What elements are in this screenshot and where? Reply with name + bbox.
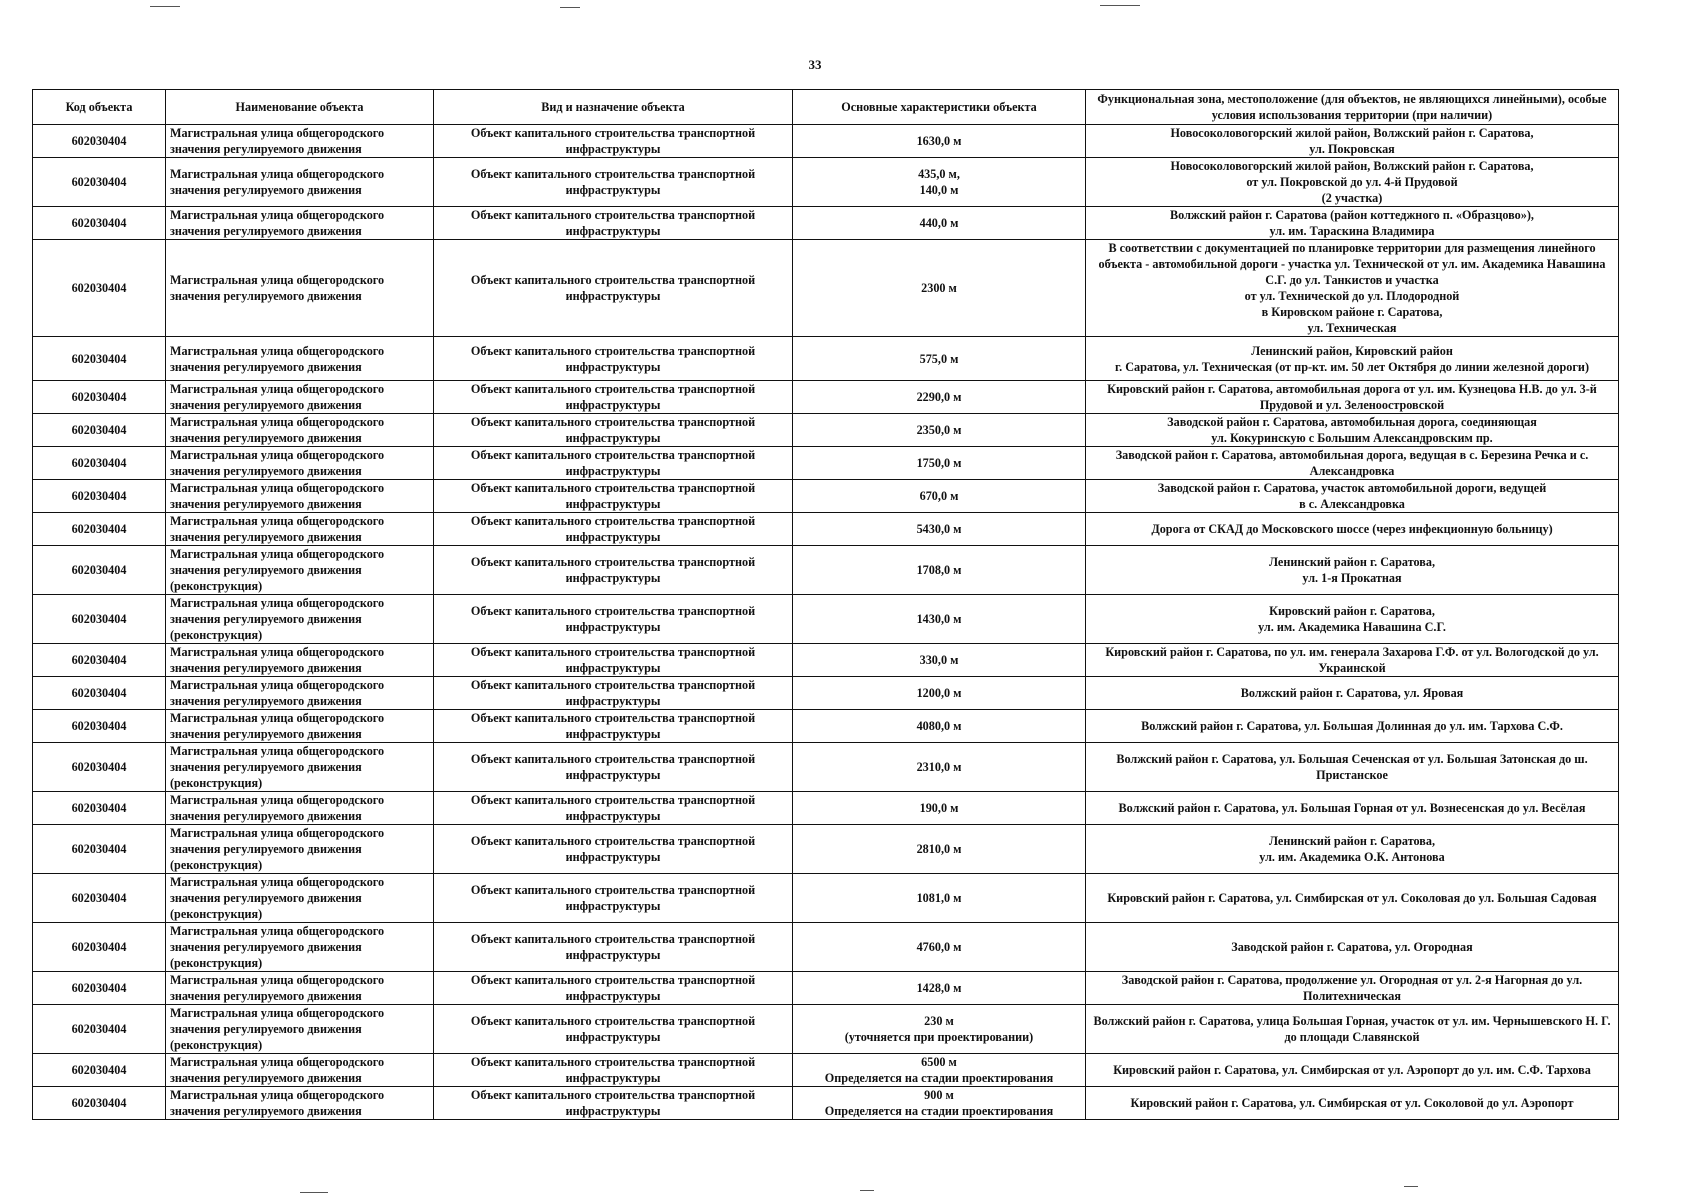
cell-name: Магистральная улица общегородского значения регулируемого движения xyxy=(166,125,434,158)
cell-code: 602030404 xyxy=(33,158,166,207)
table-row xyxy=(33,240,1619,337)
cell-name: Магистральная улица общегородского значения регулируемого движения xyxy=(166,677,434,710)
table-row xyxy=(33,1005,1619,1054)
table-row xyxy=(33,1087,1619,1120)
cell-kind: Объект капитального строительства транспортной инфраструктуры xyxy=(434,207,793,240)
cell-code: 602030404 xyxy=(33,414,166,447)
cell-code: 602030404 xyxy=(33,240,166,337)
cell-characteristics: 1708,0 м xyxy=(793,546,1086,595)
cell-zone: Дорога от СКАД до Московского шоссе (через инфекционную больницу) xyxy=(1086,513,1619,546)
scan-artifact-bottom xyxy=(1404,1186,1418,1187)
column-header-kind: Вид и назначение объекта xyxy=(434,90,793,125)
column-header-name: Наименование объекта xyxy=(166,90,434,125)
cell-name: Магистральная улица общегородского значения регулируемого движения xyxy=(166,158,434,207)
cell-zone: Волжский район г. Саратова, ул. Яровая xyxy=(1086,677,1619,710)
table-row xyxy=(33,207,1619,240)
cell-characteristics: 1750,0 м xyxy=(793,447,1086,480)
cell-code: 602030404 xyxy=(33,337,166,381)
cell-zone: Кировский район г. Саратова, ул. Симбирская от ул. Аэропорт до ул. им. С.Ф. Тархова xyxy=(1086,1054,1619,1087)
scan-artifact-top xyxy=(560,7,580,8)
cell-kind: Объект капитального строительства транспортной инфраструктуры xyxy=(434,1054,793,1087)
cell-name: Магистральная улица общегородского значения регулируемого движения xyxy=(166,792,434,825)
cell-characteristics: 440,0 м xyxy=(793,207,1086,240)
cell-zone: В соответствии с документацией по планировке территории для размещения линейного объекта - автомобильной дороги - участка ул. Технической от ул. им. Академика Навашина С.Г. до ул. Танкистов и участка от ул. Технической до ул. Плодородной в Кировском районе г. Саратова, ул. Техническая xyxy=(1086,240,1619,337)
cell-name: Магистральная улица общегородского значения регулируемого движения xyxy=(166,513,434,546)
cell-zone: Заводской район г. Саратова, автомобильная дорога, соединяющая ул. Кокуринскую с Большим Александровским пр. xyxy=(1086,414,1619,447)
cell-code: 602030404 xyxy=(33,1005,166,1054)
page-number: 33 xyxy=(808,57,822,72)
cell-kind: Объект капитального строительства транспортной инфраструктуры xyxy=(434,743,793,792)
cell-characteristics: 2310,0 м xyxy=(793,743,1086,792)
cell-code: 602030404 xyxy=(33,546,166,595)
table-row xyxy=(33,677,1619,710)
cell-name: Магистральная улица общегородского значения регулируемого движения xyxy=(166,414,434,447)
cell-kind: Объект капитального строительства транспортной инфраструктуры xyxy=(434,158,793,207)
cell-name: Магистральная улица общегородского значения регулируемого движения (реконструкция) xyxy=(166,743,434,792)
cell-code: 602030404 xyxy=(33,595,166,644)
cell-zone: Кировский район г. Саратова, ул. Симбирская от ул. Соколовой до ул. Аэропорт xyxy=(1086,1087,1619,1120)
table-row xyxy=(33,644,1619,677)
cell-kind: Объект капитального строительства транспортной инфраструктуры xyxy=(434,447,793,480)
cell-code: 602030404 xyxy=(33,677,166,710)
cell-name: Магистральная улица общегородского значения регулируемого движения xyxy=(166,447,434,480)
table-row xyxy=(33,874,1619,923)
cell-name: Магистральная улица общегородского значения регулируемого движения xyxy=(166,710,434,743)
cell-zone: Волжский район г. Саратова, ул. Большая Горная от ул. Вознесенская до ул. Весёлая xyxy=(1086,792,1619,825)
cell-kind: Объект капитального строительства транспортной инфраструктуры xyxy=(434,1087,793,1120)
cell-code: 602030404 xyxy=(33,1054,166,1087)
cell-characteristics: 2350,0 м xyxy=(793,414,1086,447)
cell-code: 602030404 xyxy=(33,874,166,923)
cell-code: 602030404 xyxy=(33,825,166,874)
cell-code: 602030404 xyxy=(33,125,166,158)
table-row xyxy=(33,414,1619,447)
cell-kind: Объект капитального строительства транспортной инфраструктуры xyxy=(434,595,793,644)
scan-artifact-top xyxy=(150,6,180,7)
cell-code: 602030404 xyxy=(33,207,166,240)
cell-characteristics: 670,0 м xyxy=(793,480,1086,513)
table-row xyxy=(33,125,1619,158)
cell-zone: Ленинский район г. Саратова, ул. им. Академика О.К. Антонова xyxy=(1086,825,1619,874)
cell-kind: Объект капитального строительства транспортной инфраструктуры xyxy=(434,546,793,595)
cell-name: Магистральная улица общегородского значения регулируемого движения (реконструкция) xyxy=(166,1005,434,1054)
table-row xyxy=(33,792,1619,825)
cell-name: Магистральная улица общегородского значения регулируемого движения (реконструкция) xyxy=(166,595,434,644)
cell-kind: Объект капитального строительства транспортной инфраструктуры xyxy=(434,240,793,337)
column-header-code: Код объекта xyxy=(33,90,166,125)
cell-name: Магистральная улица общегородского значения регулируемого движения xyxy=(166,480,434,513)
scan-artifact-bottom xyxy=(300,1192,328,1193)
cell-characteristics: 2290,0 м xyxy=(793,381,1086,414)
cell-zone: Заводской район г. Саратова, ул. Огородная xyxy=(1086,923,1619,972)
cell-code: 602030404 xyxy=(33,743,166,792)
cell-name: Магистральная улица общегородского значения регулируемого движения (реконструкция) xyxy=(166,923,434,972)
cell-zone: Волжский район г. Саратова, ул. Большая Сеченская от ул. Большая Затонская до ш. Пристанское xyxy=(1086,743,1619,792)
cell-kind: Объект капитального строительства транспортной инфраструктуры xyxy=(434,1005,793,1054)
cell-characteristics: 190,0 м xyxy=(793,792,1086,825)
cell-kind: Объект капитального строительства транспортной инфраструктуры xyxy=(434,480,793,513)
scan-artifact-bottom xyxy=(860,1190,874,1191)
cell-kind: Объект капитального строительства транспортной инфраструктуры xyxy=(434,825,793,874)
table-row xyxy=(33,710,1619,743)
cell-characteristics: 2810,0 м xyxy=(793,825,1086,874)
table-header-row xyxy=(33,90,1619,125)
cell-code: 602030404 xyxy=(33,513,166,546)
cell-zone: Новосоколовогорский жилой район, Волжский район г. Саратова, ул. Покровская xyxy=(1086,125,1619,158)
cell-kind: Объект капитального строительства транспортной инфраструктуры xyxy=(434,710,793,743)
column-header-zone: Функциональная зона, местоположение (для объектов, не являющихся линейными), особые условия использования территории (при наличии) xyxy=(1086,90,1619,125)
cell-name: Магистральная улица общегородского значения регулируемого движения xyxy=(166,1054,434,1087)
cell-zone: Заводской район г. Саратова, участок автомобильной дороги, ведущей в с. Александровка xyxy=(1086,480,1619,513)
cell-kind: Объект капитального строительства транспортной инфраструктуры xyxy=(434,381,793,414)
table-row xyxy=(33,595,1619,644)
cell-zone: Волжский район г. Саратова, ул. Большая Долинная до ул. им. Тархова С.Ф. xyxy=(1086,710,1619,743)
cell-characteristics: 1630,0 м xyxy=(793,125,1086,158)
cell-characteristics: 1430,0 м xyxy=(793,595,1086,644)
cell-code: 602030404 xyxy=(33,480,166,513)
cell-zone: Кировский район г. Саратова, по ул. им. генерала Захарова Г.Ф. от ул. Вологодской до ул. Украинской xyxy=(1086,644,1619,677)
cell-code: 602030404 xyxy=(33,792,166,825)
cell-kind: Объект капитального строительства транспортной инфраструктуры xyxy=(434,125,793,158)
table-row xyxy=(33,546,1619,595)
cell-name: Магистральная улица общегородского значения регулируемого движения xyxy=(166,1087,434,1120)
cell-kind: Объект капитального строительства транспортной инфраструктуры xyxy=(434,337,793,381)
cell-code: 602030404 xyxy=(33,644,166,677)
cell-zone: Новосоколовогорский жилой район, Волжский район г. Саратова, от ул. Покровской до ул. 4-й Прудовой (2 участка) xyxy=(1086,158,1619,207)
table-row xyxy=(33,972,1619,1005)
table-row xyxy=(33,381,1619,414)
table-row xyxy=(33,480,1619,513)
cell-name: Магистральная улица общегородского значения регулируемого движения (реконструкция) xyxy=(166,874,434,923)
cell-characteristics: 900 м Определяется на стадии проектирования xyxy=(793,1087,1086,1120)
cell-zone: Заводской район г. Саратова, автомобильная дорога, ведущая в с. Березина Речка и с. Александровка xyxy=(1086,447,1619,480)
cell-name: Магистральная улица общегородского значения регулируемого движения xyxy=(166,644,434,677)
cell-characteristics: 2300 м xyxy=(793,240,1086,337)
cell-kind: Объект капитального строительства транспортной инфраструктуры xyxy=(434,972,793,1005)
cell-kind: Объект капитального строительства транспортной инфраструктуры xyxy=(434,677,793,710)
column-header-characteristics: Основные характеристики объекта xyxy=(793,90,1086,125)
table-row xyxy=(33,337,1619,381)
cell-name: Магистральная улица общегородского значения регулируемого движения xyxy=(166,240,434,337)
cell-kind: Объект капитального строительства транспортной инфраструктуры xyxy=(434,874,793,923)
cell-code: 602030404 xyxy=(33,447,166,480)
cell-name: Магистральная улица общегородского значения регулируемого движения xyxy=(166,381,434,414)
table-row xyxy=(33,923,1619,972)
cell-characteristics: 575,0 м xyxy=(793,337,1086,381)
cell-characteristics: 4080,0 м xyxy=(793,710,1086,743)
cell-code: 602030404 xyxy=(33,972,166,1005)
cell-name: Магистральная улица общегородского значения регулируемого движения xyxy=(166,972,434,1005)
cell-characteristics: 435,0 м, 140,0 м xyxy=(793,158,1086,207)
cell-characteristics: 6500 м Определяется на стадии проектирования xyxy=(793,1054,1086,1087)
table-row xyxy=(33,825,1619,874)
table-row xyxy=(33,158,1619,207)
table-row xyxy=(33,743,1619,792)
cell-zone: Ленинский район г. Саратова, ул. 1-я Прокатная xyxy=(1086,546,1619,595)
cell-name: Магистральная улица общегородского значения регулируемого движения xyxy=(166,337,434,381)
scan-artifact-top xyxy=(1100,5,1140,6)
cell-characteristics: 1200,0 м xyxy=(793,677,1086,710)
cell-zone: Кировский район г. Саратова, ул. им. Академика Навашина С.Г. xyxy=(1086,595,1619,644)
cell-code: 602030404 xyxy=(33,381,166,414)
cell-kind: Объект капитального строительства транспортной инфраструктуры xyxy=(434,644,793,677)
cell-zone: Волжский район г. Саратова (район коттеджного п. «Образцово»), ул. им. Тараскина Владимира xyxy=(1086,207,1619,240)
objects-table xyxy=(32,89,1619,1120)
cell-characteristics: 230 м (уточняется при проектировании) xyxy=(793,1005,1086,1054)
table-row xyxy=(33,1054,1619,1087)
cell-kind: Объект капитального строительства транспортной инфраструктуры xyxy=(434,923,793,972)
table-row xyxy=(33,447,1619,480)
cell-name: Магистральная улица общегородского значения регулируемого движения xyxy=(166,207,434,240)
table-row xyxy=(33,513,1619,546)
cell-name: Магистральная улица общегородского значения регулируемого движения (реконструкция) xyxy=(166,546,434,595)
cell-zone: Кировский район г. Саратова, автомобильная дорога от ул. им. Кузнецова Н.В. до ул. 3-й Прудовой и ул. Зеленоостровской xyxy=(1086,381,1619,414)
cell-code: 602030404 xyxy=(33,1087,166,1120)
cell-zone: Заводской район г. Саратова, продолжение ул. Огородная от ул. 2-я Нагорная до ул. Политехническая xyxy=(1086,972,1619,1005)
cell-kind: Объект капитального строительства транспортной инфраструктуры xyxy=(434,414,793,447)
cell-zone: Ленинский район, Кировский район г. Саратова, ул. Техническая (от пр-кт. им. 50 лет Октября до линии железной дороги) xyxy=(1086,337,1619,381)
cell-zone: Волжский район г. Саратова, улица Большая Горная, участок от ул. им. Чернышевского Н. Г. до площади Славянской xyxy=(1086,1005,1619,1054)
cell-characteristics: 330,0 м xyxy=(793,644,1086,677)
cell-characteristics: 5430,0 м xyxy=(793,513,1086,546)
cell-code: 602030404 xyxy=(33,923,166,972)
cell-characteristics: 4760,0 м xyxy=(793,923,1086,972)
cell-kind: Объект капитального строительства транспортной инфраструктуры xyxy=(434,792,793,825)
cell-name: Магистральная улица общегородского значения регулируемого движения (реконструкция) xyxy=(166,825,434,874)
cell-kind: Объект капитального строительства транспортной инфраструктуры xyxy=(434,513,793,546)
cell-characteristics: 1081,0 м xyxy=(793,874,1086,923)
cell-zone: Кировский район г. Саратова, ул. Симбирская от ул. Соколовая до ул. Большая Садовая xyxy=(1086,874,1619,923)
cell-characteristics: 1428,0 м xyxy=(793,972,1086,1005)
cell-code: 602030404 xyxy=(33,710,166,743)
table-body xyxy=(33,125,1619,1120)
